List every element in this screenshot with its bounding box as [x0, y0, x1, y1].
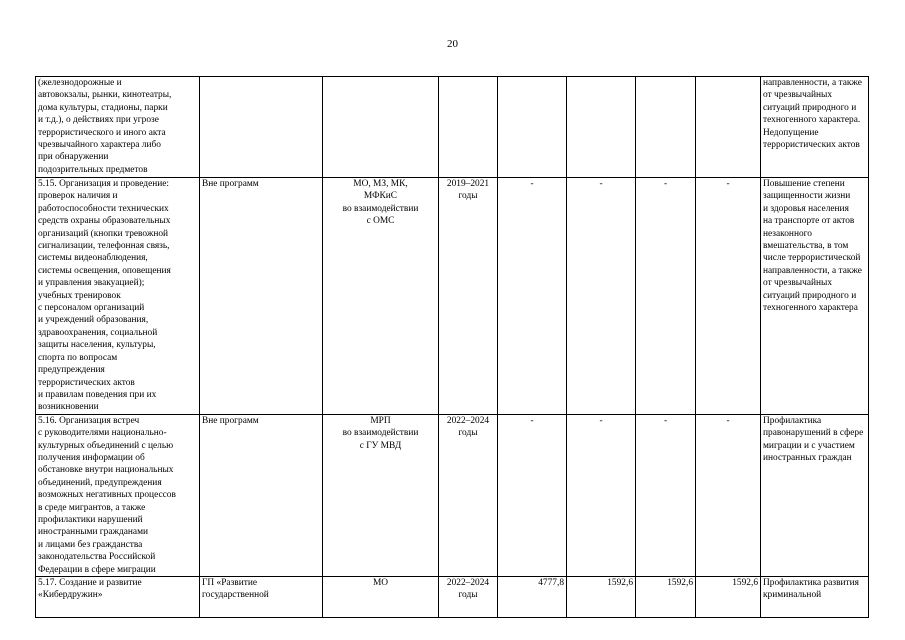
measure-cell: (железнодорожные и автовокзалы, рынки, кинотеатры, дома культуры, стадионы, парки и т.д.), о действиях при угрозе террористического и иного акта чрезвычайного характера либо при обнаружении подозрительных предметов — [36, 77, 200, 178]
executor-cell — [323, 77, 439, 178]
program-cell: Вне программ — [200, 414, 323, 576]
funding-year2-cell: 1592,6 — [636, 577, 696, 618]
program-cell: ГП «Развитие государственной — [200, 577, 323, 618]
funding-year2-cell: - — [636, 414, 696, 576]
period-cell: 2022–2024 годы — [439, 577, 498, 618]
funding-total-cell: - — [498, 178, 567, 415]
measures-table — [35, 76, 869, 618]
program-cell: Вне программ — [200, 178, 323, 415]
funding-year3-cell — [696, 77, 761, 178]
period-cell: 2022–2024 годы — [439, 414, 498, 576]
program-cell — [200, 77, 323, 178]
measure-cell: 5.17. Создание и развитие «Кибердружин» — [36, 577, 200, 618]
table-row — [36, 178, 869, 415]
funding-year1-cell: - — [567, 414, 636, 576]
funding-total-cell: - — [498, 414, 567, 576]
result-cell: направленности, а также от чрезвычайных ситуаций природного и техногенного характера. Недопущение террористических актов — [761, 77, 869, 178]
executor-cell: МО, МЗ, МК, МФКиС во взаимодействии с ОМС — [323, 178, 439, 415]
executor-cell: МО — [323, 577, 439, 618]
funding-year1-cell: 1592,6 — [567, 577, 636, 618]
funding-year1-cell — [567, 77, 636, 178]
measure-cell: 5.16. Организация встреч с руководителями национально- культурных объединений с целью получения информации об обстановке внутри национальных объединений, предупреждения возможных негативных процессов в среде мигрантов, а также профилактики нарушений иностранными гражданами и лицами без гражданства законодательства Российской Федерации в сфере миграции — [36, 414, 200, 576]
funding-year1-cell: - — [567, 178, 636, 415]
funding-year2-cell: - — [636, 178, 696, 415]
page-number: 20 — [447, 38, 458, 50]
table-row — [36, 77, 869, 178]
funding-total-cell: 4777,8 — [498, 577, 567, 618]
result-cell: Повышение степени защищенности жизни и здоровья населения на транспорте от актов незаконного вмешательства, в том числе террористической направленности, а также от чрезвычайных ситуаций природного и техногенного характера — [761, 178, 869, 415]
funding-year3-cell: 1592,6 — [696, 577, 761, 618]
funding-year2-cell — [636, 77, 696, 178]
result-cell: Профилактика правонарушений в сфере миграции и с участием иностранных граждан — [761, 414, 869, 576]
executor-cell: МРП во взаимодействии с ГУ МВД — [323, 414, 439, 576]
funding-total-cell — [498, 77, 567, 178]
measure-cell: 5.15. Организация и проведение: проверок наличия и работоспособности технических средств охраны образовательных организаций (кнопки тревожной сигнализации, телефонная связь, системы видеонаблюдения, системы освещения, оповещения и управления эвакуацией); учебных тренировок с персоналом организаций и учреждений образования, здравоохранения, социальной защиты населения, культуры, спорта по вопросам предупреждения террористических актов и правилам поведения при их возникновении — [36, 178, 200, 415]
funding-year3-cell: - — [696, 414, 761, 576]
table-row — [36, 414, 869, 576]
result-cell: Профилактика развития криминальной — [761, 577, 869, 618]
funding-year3-cell: - — [696, 178, 761, 415]
table-row — [36, 577, 869, 618]
period-cell — [439, 77, 498, 178]
period-cell: 2019–2021 годы — [439, 178, 498, 415]
